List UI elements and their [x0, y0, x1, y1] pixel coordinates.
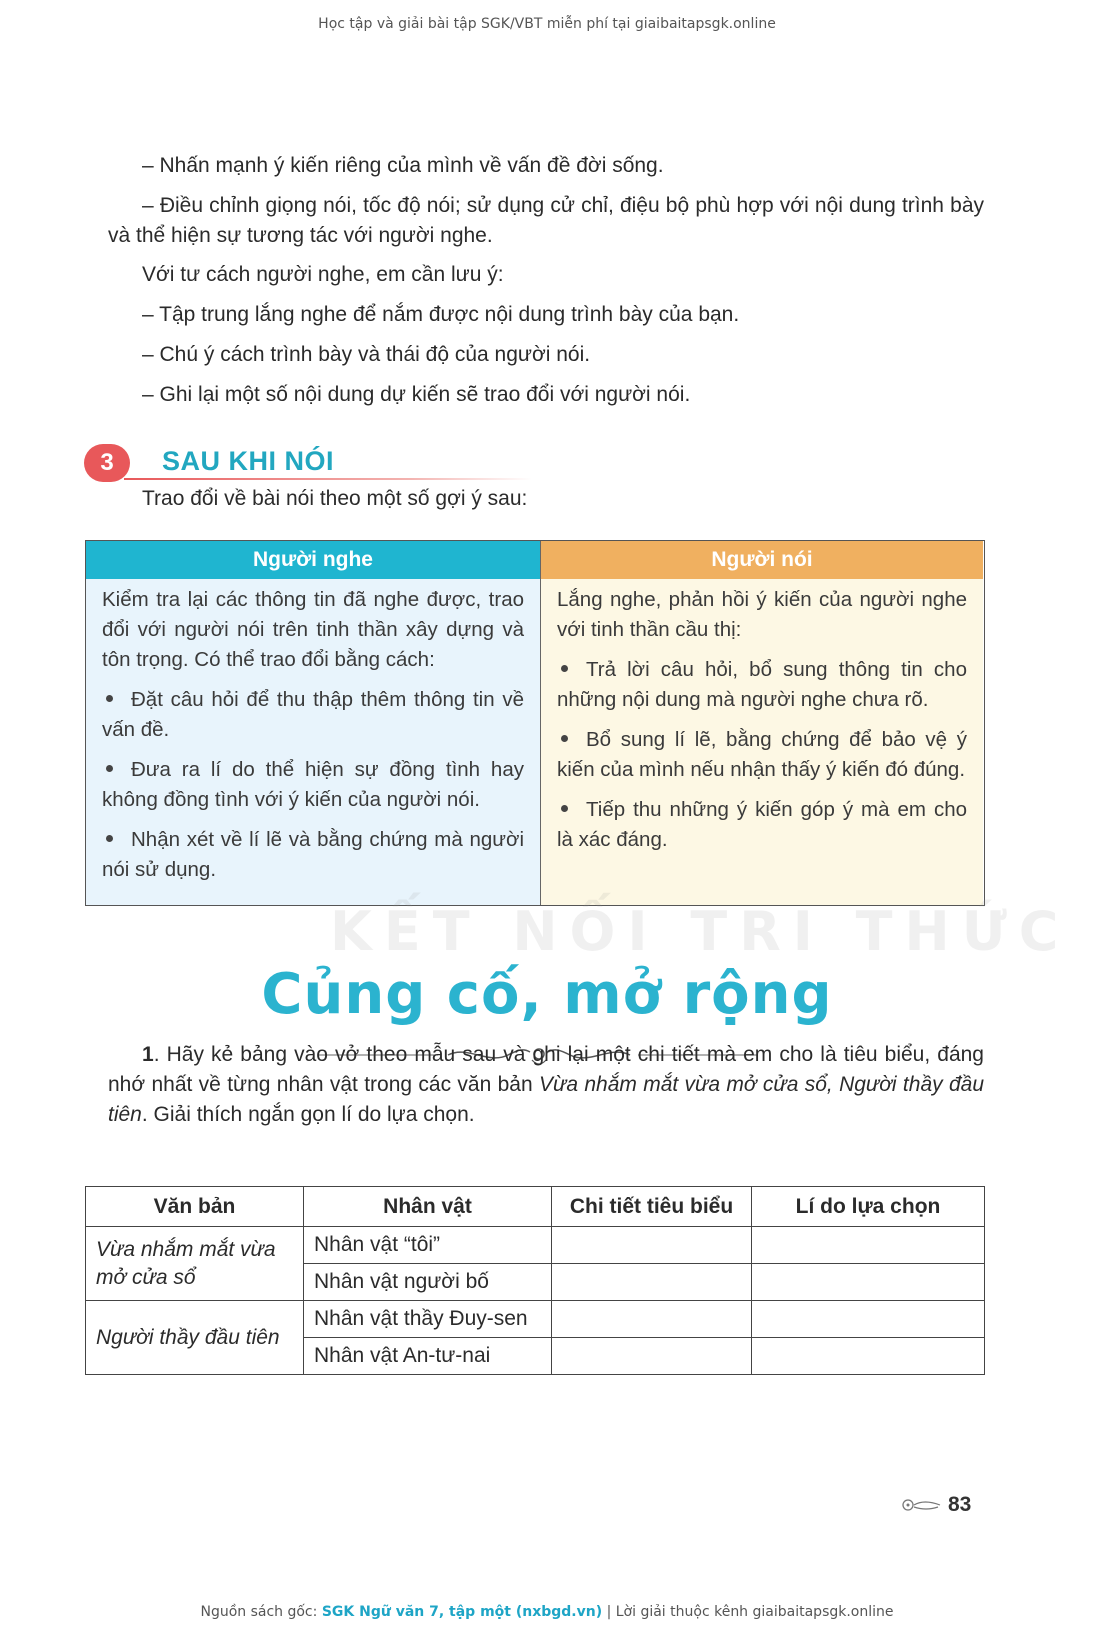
page-number: 83: [948, 1493, 972, 1516]
flower-ornament-icon: [900, 1497, 942, 1513]
empty-cell: [752, 1264, 985, 1301]
col-header-detail: Chi tiết tiêu biểu: [552, 1187, 752, 1227]
header-note: Học tập và giải bài tập SGK/VBT miễn phí tại giaibaitapsgk.online: [318, 16, 776, 32]
bullet-icon: [561, 735, 568, 742]
detail-table: [85, 1186, 985, 1375]
text-name: Vừa nhắm mắt vừa mở cửa sổ: [86, 1227, 304, 1301]
listener-intro: Với tư cách người nghe, em cần lưu ý:: [142, 263, 504, 286]
bullet-icon: [561, 665, 568, 672]
section-underline: [124, 478, 532, 480]
empty-cell: [752, 1227, 985, 1264]
empty-cell: [552, 1338, 752, 1375]
listener-intro-text: Kiểm tra lại các thông tin đã nghe được, trao đổi với người nói trên tinh thần xây dựng và tôn trọng. Có thể trao đổi bằng cách:: [102, 588, 524, 671]
speaker-bullet: Tiếp thu những ý kiến góp ý mà em cho là xác đáng.: [557, 798, 967, 851]
watermark: KẾT NỐI TRI THỨC: [330, 900, 1071, 963]
listener-tip-3: – Ghi lại một số nội dung dự kiến sẽ trao đổi với người nói.: [142, 383, 691, 406]
character-name: Nhân vật người bố: [304, 1264, 552, 1301]
empty-cell: [752, 1301, 985, 1338]
consolidate-title: Củng cố, mở rộng: [261, 962, 833, 1027]
col-header-reason: Lí do lựa chọn: [752, 1187, 985, 1227]
character-name: Nhân vật “tôi”: [304, 1227, 552, 1264]
section-title: SAU KHI NÓI: [162, 446, 335, 476]
footer-note: Nguồn sách gốc: SGK Ngữ văn 7, tập một (nxbgd.vn) | Lời giải thuộc kênh giaibaitapsgk.online: [200, 1604, 894, 1620]
listener-bullet: Nhận xét về lí lẽ và bằng chứng mà người nói sử dụng.: [102, 828, 524, 881]
exercise-text: 1. Hãy kẻ bảng vào vở theo mẫu sau và ghi lại một chi tiết mà em cho là tiêu biểu, đáng nhớ nhất về từng nhân vật trong các văn bản Vừa nhắm mắt vừa mở cửa sổ, Người thầy đầu tiên. Giải thích ngắn gọn lí do lựa chọn.: [108, 1043, 985, 1126]
listener-tip-2: – Chú ý cách trình bày và thái độ của người nói.: [142, 343, 591, 366]
bullet-icon: [106, 835, 113, 842]
source-link[interactable]: SGK Ngữ văn 7, tập một (nxbgd.vn): [321, 1604, 603, 1620]
col-header-character: Nhân vật: [304, 1187, 552, 1227]
speaker-bullet: Bổ sung lí lẽ, bằng chứng để bảo vệ ý kiến của mình nếu nhận thấy ý kiến đó đúng.: [557, 728, 967, 781]
empty-cell: [552, 1301, 752, 1338]
speaker-tip-1: – Nhấn mạnh ý kiến riêng của mình về vấn đề đời sống.: [142, 154, 664, 177]
col-header-text: Văn bản: [86, 1187, 304, 1227]
section-heading: [84, 440, 454, 486]
speaker-column: [541, 541, 983, 905]
table-row: [86, 1227, 985, 1264]
speaker-intro-text: Lắng nghe, phản hồi ý kiến của người nghe với tinh thần cầu thị:: [557, 588, 967, 641]
listener-column: [86, 541, 541, 905]
listener-tip-1: – Tập trung lắng nghe để nắm được nội dung trình bày của bạn.: [142, 303, 740, 326]
listener-bullet: Đặt câu hỏi để thu thập thêm thông tin về vấn đề.: [102, 688, 524, 741]
bullet-icon: [106, 765, 113, 772]
section-number: 3: [84, 444, 130, 482]
bullet-icon: [561, 805, 568, 812]
listener-bullet: Đưa ra lí do thể hiện sự đồng tình hay không đồng tình với ý kiến của người nói.: [102, 758, 524, 811]
text-name: Người thầy đầu tiên: [86, 1301, 304, 1375]
empty-cell: [752, 1338, 985, 1375]
speaker-header: Người nói: [541, 541, 983, 579]
empty-cell: [552, 1264, 752, 1301]
page-number-area: [900, 1493, 971, 1517]
speaker-tip-2: – Điều chỉnh giọng nói, tốc độ nói; sử dụng cử chỉ, điệu bộ phù hợp với nội dung trình bày và thể hiện sự tương tác với người nghe.: [108, 194, 984, 247]
bullet-icon: [106, 695, 113, 702]
exchange-intro: Trao đổi về bài nói theo một số gợi ý sau:: [142, 487, 528, 510]
table-row: [86, 1301, 985, 1338]
speaker-bullet: Trả lời câu hỏi, bổ sung thông tin cho những nội dung mà người nghe chưa rõ.: [557, 658, 967, 711]
empty-cell: [552, 1227, 752, 1264]
exercise-number: 1: [142, 1043, 154, 1066]
character-name: Nhân vật An-tư-nai: [304, 1338, 552, 1375]
listener-header: Người nghe: [86, 541, 540, 579]
character-name: Nhân vật thầy Đuy-sen: [304, 1301, 552, 1338]
compare-table: [85, 540, 985, 906]
